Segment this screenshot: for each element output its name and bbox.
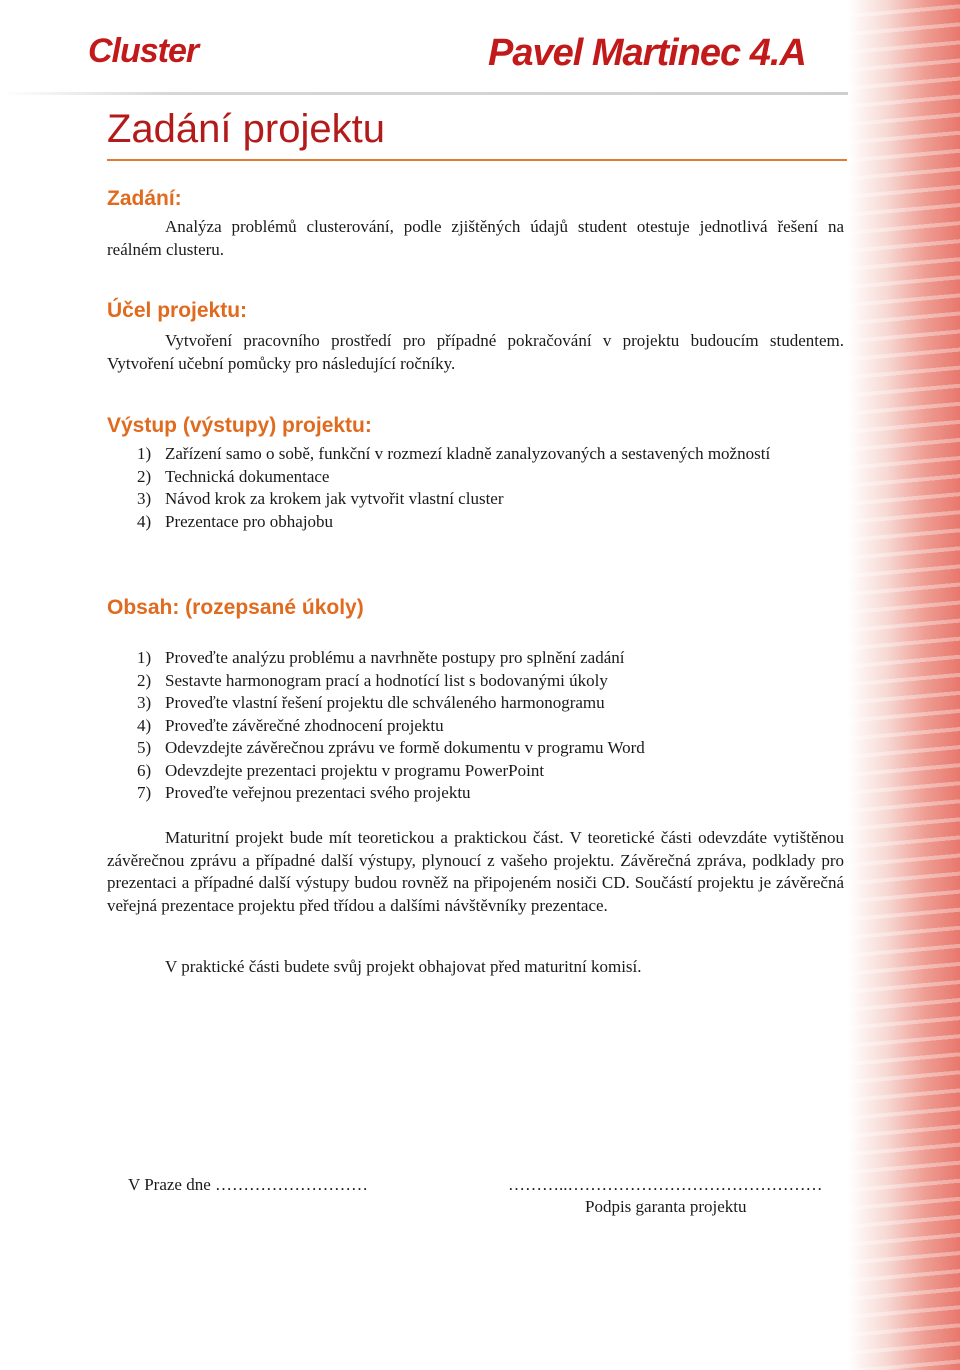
list-number: 4) [137, 511, 152, 531]
ucel-text [107, 330, 844, 375]
body-paragraph-2 [107, 956, 844, 979]
cluster-logo: Cluster [88, 32, 199, 70]
author-logo: Pavel Martinec 4.A [488, 32, 806, 74]
ucel-heading: Účel projektu: [107, 299, 248, 322]
list-number: 4) [137, 715, 152, 735]
list-item [107, 647, 844, 670]
list-number: 5) [137, 738, 152, 757]
ucel-text-content: Vytvoření pracovního prostředí pro případné pokračování v projektu budoucím studentem. Vytvoření učební pomůcky pro následující ročníky. [107, 331, 844, 373]
list-number: 7) [137, 783, 152, 802]
list-text: Odevzdejte prezentaci projektu v programu PowerPoint [165, 760, 545, 780]
list-item [107, 443, 844, 466]
list-item [107, 670, 844, 693]
list-text: Proveďte vlastní řešení projektu dle schváleného harmonogramu [165, 693, 605, 712]
zadani-heading: Zadání: [107, 187, 182, 210]
list-number: 3) [137, 489, 152, 508]
list-text: Proveďte závěrečné zhodnocení projektu [165, 715, 444, 735]
list-text: Návod krok za krokem jak vytvořit vlastní cluster [165, 489, 504, 508]
zadani-text [107, 216, 844, 261]
list-item [107, 715, 844, 738]
list-number: 2) [137, 466, 152, 486]
list-number: 3) [137, 693, 152, 712]
list-item [107, 692, 844, 715]
list-text: Proveďte analýzu problému a navrhněte postupy pro splnění zadání [165, 648, 625, 667]
list-text: Technická dokumentace [165, 466, 330, 486]
list-item [107, 466, 844, 489]
list-item [107, 488, 844, 511]
list-text: Proveďte veřejnou prezentaci svého projektu [165, 783, 471, 802]
list-text: Zařízení samo o sobě, funkční v rozmezí kladně zanalyzovaných a sestavených možností [165, 444, 771, 463]
vystup-heading: Výstup (výstupy) projektu: [107, 414, 372, 437]
list-item [107, 782, 844, 805]
list-number: 1) [137, 648, 152, 667]
body-paragraph-1 [107, 827, 844, 917]
signature-dots: ………..……………………………………… [508, 1175, 823, 1194]
list-item [107, 737, 844, 760]
list-item [107, 760, 844, 783]
body-paragraph-2-content: V praktické části budete svůj projekt obhajovat před maturitní komisí. [165, 957, 642, 976]
zadani-text-content: Analýza problémů clusterování, podle zjištěných údajů student otestuje jednotlivá řešení na reálném clusteru. [107, 217, 844, 259]
obsah-list [107, 647, 844, 805]
list-number: 1) [137, 444, 152, 463]
signature-label: Podpis garanta projektu [585, 1197, 747, 1216]
list-item [107, 511, 844, 534]
list-number: 2) [137, 670, 152, 690]
vystup-list [107, 443, 844, 533]
body-paragraph-1-content: Maturitní projekt bude mít teoretickou a praktickou část. V teoretické části odevzdáte vytištěnou závěrečnou zprávu a případné další výstupy, plynoucí z vašeho projektu. Závěrečná zpráva, podklady pro prezentaci a případné další výstupy budou rovněž na připojeném nosiči CD. Součástí projektu je závěrečná veřejná prezentace projektu před třídou a dalšími návštěvníky prezentace. [107, 828, 844, 915]
decorative-side-stripe [848, 0, 960, 1370]
list-text: Sestavte harmonogram prací a hodnotící list s bodovanými úkoly [165, 670, 608, 690]
list-text: Prezentace pro obhajobu [165, 511, 334, 531]
place-date-line: V Praze dne ……………………… [128, 1175, 369, 1194]
header-divider [0, 92, 848, 95]
page-title: Zadání projektu [107, 104, 847, 161]
list-number: 6) [137, 760, 152, 780]
list-text: Odevzdejte závěrečnou zprávu ve formě dokumentu v programu Word [165, 738, 645, 757]
obsah-heading: Obsah: (rozepsané úkoly) [107, 596, 364, 619]
